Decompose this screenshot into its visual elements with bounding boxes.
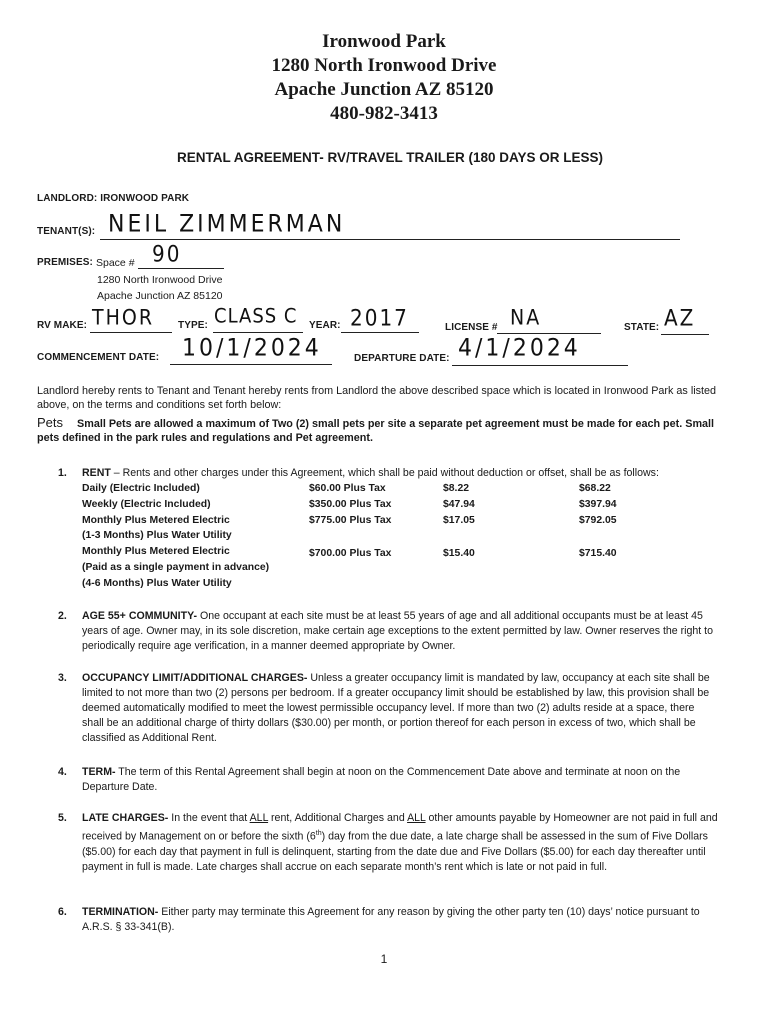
clause-text: rent, Additional Charges and <box>268 812 408 824</box>
rate-tax: $8.22 <box>443 483 470 494</box>
space-underline <box>138 268 224 269</box>
park-address-city: Apache Junction AZ 85120 <box>274 79 494 100</box>
clause-text: Either party may terminate this Agreement for any reason by giving the other party ten (10) days’ notice pursuant to A.R.S. § 33-341(B). <box>82 906 700 933</box>
rate-description: Daily (Electric Included) <box>82 483 200 494</box>
rate-price: $700.00 Plus Tax <box>309 548 392 560</box>
premises-address-line1: 1280 North Ironwood Drive <box>97 274 223 286</box>
type-label: TYPE: <box>178 320 208 331</box>
tenant-label: TENANT(S): <box>37 226 96 237</box>
park-name: Ironwood Park <box>322 31 446 52</box>
letterhead <box>0 30 768 126</box>
space-label: Space # <box>96 257 135 269</box>
clause-late-charges <box>58 811 718 875</box>
rate-price: $350.00 Plus Tax <box>309 498 392 510</box>
year-label: YEAR: <box>309 320 341 331</box>
clause-text: Unless a greater occupancy limit is mandated by law, occupancy at each site shall be limited to not more than two (2) persons per bedroom. If a greater occupancy limit should be established by law, this provision shall be deemed automatically modified to meet the lowest permissible occupancy level. If more than two (2) adults reside at a space, there shall be an additional charge of thirty dollars ($30.00) per month, or portion thereof for each person in excess of two, which shall be classified as Additional Rent. <box>82 672 710 744</box>
clause-text: The term of this Rental Agreement shall begin at noon on the Commencement Date above and terminate at noon on the Departure Date. <box>82 766 681 793</box>
landlord-label: LANDLORD: IRONWOOD PARK <box>37 193 190 204</box>
type-underline <box>213 332 303 333</box>
clause-text: other amounts payable by Homeowner are not paid in full and received by Management on or before the sixth (6 <box>82 812 718 843</box>
clause-text: One occupant at each site must be at least 55 years of age and all additional occupants must be at least 45 years of age. Owner may, in its sole discretion, make certain age exceptions to the extent permitted by law. Owner reserves the right to periodically require age verification, in a manner deemed appropriate by Owner. <box>82 610 714 652</box>
rate-description: Monthly Plus Metered Electric <box>82 514 230 526</box>
clause-heading: RENT <box>82 467 111 479</box>
clause-rent <box>58 466 718 481</box>
premises-address-line2: Apache Junction AZ 85120 <box>97 290 223 302</box>
premises-label: PREMISES: <box>37 257 93 268</box>
rate-description: (Paid as a single payment in advance) <box>82 561 270 573</box>
clause-termination <box>58 905 718 935</box>
clause-heading: LATE CHARGES- <box>82 812 169 824</box>
rate-description: (4-6 Months) Plus Water Utility <box>82 577 232 589</box>
clause-heading: TERMINATION- <box>82 906 159 918</box>
clause-text: In the event that <box>168 812 250 824</box>
year-value: 2017 <box>350 304 409 332</box>
clause-occupancy <box>58 671 718 746</box>
clause-number: 5. <box>58 812 67 824</box>
park-address-street: 1280 North Ironwood Drive <box>271 55 497 76</box>
state-underline <box>661 334 709 335</box>
rate-tax: $17.05 <box>443 514 475 526</box>
rate-row <box>82 528 682 544</box>
tenant-underline <box>100 239 680 240</box>
clause-number: 3. <box>58 672 67 684</box>
pets-text: Small Pets are allowed a maximum of Two (2) small pets per site a separate pet agreement must be made for each pet. Small pets defined in the park rules and regulations and Pet agreement. <box>37 418 715 444</box>
rv-make-underline <box>90 332 172 333</box>
license-value: NA <box>510 305 542 331</box>
clause-emphasis: ALL <box>249 812 269 824</box>
rate-description: (1-3 Months) Plus Water Utility <box>82 530 232 542</box>
rate-row <box>82 497 682 513</box>
rate-row <box>82 560 682 576</box>
clause-number: 1. <box>58 467 67 479</box>
clause-emphasis: ALL <box>407 812 426 824</box>
rate-table <box>82 481 682 592</box>
type-value: CLASS C <box>214 304 298 329</box>
rate-tax: $15.40 <box>443 548 475 560</box>
clause-age <box>58 609 718 654</box>
year-underline <box>341 332 419 333</box>
clause-heading: OCCUPANCY LIMIT/ADDITIONAL CHARGES- <box>82 672 308 684</box>
rate-row <box>82 544 682 560</box>
clause-term <box>58 765 718 795</box>
commencement-underline <box>170 364 332 365</box>
departure-underline <box>452 365 628 366</box>
rate-total: $68.22 <box>579 483 611 494</box>
clause-number: 2. <box>58 610 67 622</box>
rate-description: Monthly Plus Metered Electric <box>82 546 230 558</box>
rv-make-label: RV MAKE: <box>37 320 88 331</box>
departure-value: 4/1/2024 <box>458 334 581 363</box>
document-title: RENTAL AGREEMENT- RV/TRAVEL TRAILER (180 DAYS OR LESS) <box>176 150 604 165</box>
rate-total: $397.94 <box>579 498 617 510</box>
rv-make-value: THOR <box>92 305 155 331</box>
clause-text: ) day from the due date, a late charge shall be assessed in the sum of Five Dollars ($5.00) for each day that payment in full is delinquent, starting from the date due and Five Dollars ($5.00) for each day thereafter until payment in full is made. Late charges shall accrue on each separate month’s rent which is late or not paid in full. <box>82 830 708 873</box>
rate-row <box>82 576 682 592</box>
clause-number: 6. <box>58 906 67 918</box>
rate-row <box>82 513 682 529</box>
space-value: 90 <box>152 240 182 268</box>
clause-number: 4. <box>58 766 67 778</box>
rate-description: Weekly (Electric Included) <box>82 498 211 510</box>
clause-heading: TERM- <box>82 766 116 778</box>
pets-paragraph <box>37 416 727 445</box>
clause-text: – Rents and other charges under this Agreement, which shall be paid without deduction or offset, shall be as follows: <box>110 467 659 479</box>
rate-price: $775.00 Plus Tax <box>309 514 392 526</box>
state-value: AZ <box>664 304 696 332</box>
rate-total: $792.05 <box>579 514 617 526</box>
page-number: 1 <box>380 952 388 966</box>
commencement-label: COMMENCEMENT DATE: <box>37 352 160 363</box>
pets-heading: Pets <box>37 415 64 430</box>
commencement-value: 10/1/2024 <box>182 334 322 363</box>
rate-row <box>82 481 682 497</box>
rate-total: $715.40 <box>579 548 617 560</box>
departure-label: DEPARTURE DATE: <box>354 353 450 364</box>
ordinal-suffix: th <box>315 830 322 837</box>
license-label: LICENSE # <box>445 322 498 333</box>
rate-price: $60.00 Plus Tax <box>309 483 386 494</box>
intro-paragraph: Landlord hereby rents to Tenant and Tenant hereby rents from Landlord the above described space which is located in Ironwood Park as listed above, on the terms and conditions set forth below: <box>37 385 717 411</box>
rate-tax: $47.94 <box>443 498 475 510</box>
tenant-value: NEIL ZIMMERMAN <box>108 210 346 239</box>
park-phone: 480-982-3413 <box>330 103 438 124</box>
state-label: STATE: <box>624 322 660 333</box>
clause-heading: AGE 55+ COMMUNITY- <box>82 610 198 622</box>
